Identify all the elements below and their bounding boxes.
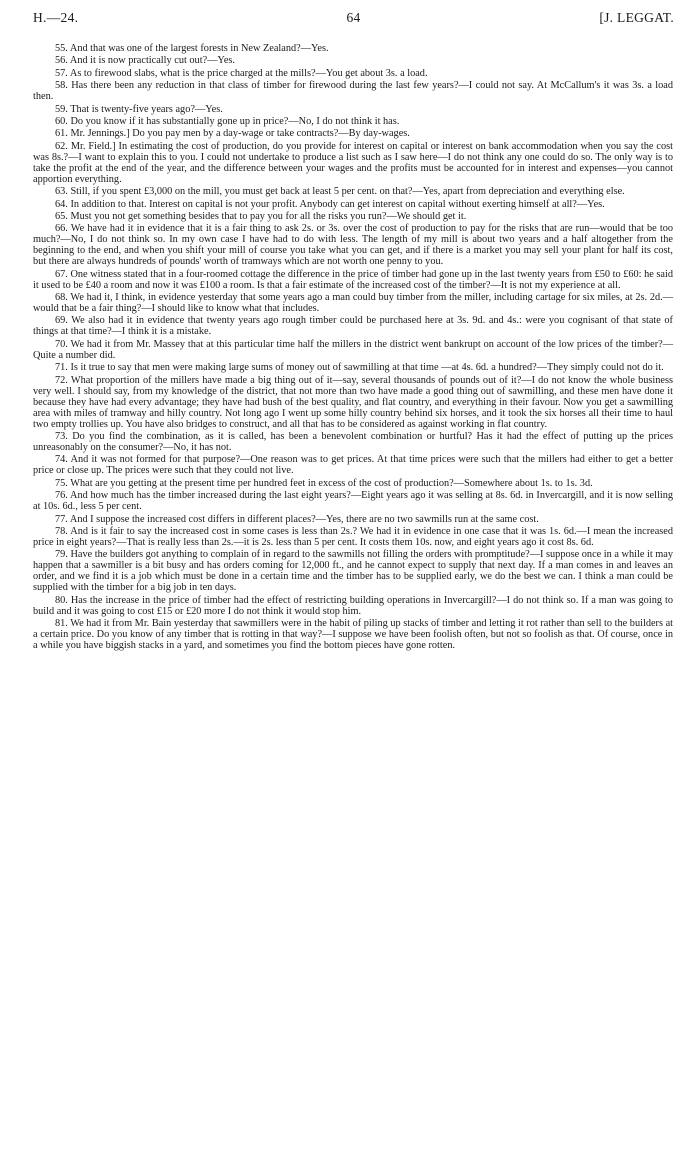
evidence-text [33, 43, 673, 653]
paragraph-77: 77. And I suppose the increased cost differs in different places?—Yes, there are no two sawmills run at the same cost. [55, 513, 539, 525]
paragraph-57: 57. As to firewood slabs, what is the price charged at the mills?—You get about 3s. a load. [55, 67, 428, 79]
paragraph-80: 80. Has the increase in the price of timber had the effect of restricting building operations in Invercargill?—I do not think so. If a man was going to build and it was going to cost £15 or £20 more I do not think it would stop him. [33, 594, 673, 617]
paragraph-71: 71. Is it true to say that men were making large sums of money out of sawmilling at that time —at 4s. 6d. a hundred?—They simply could not do it. [55, 362, 664, 374]
page-header [33, 10, 674, 32]
paragraph-70: 70. We had it from Mr. Massey that at this particular time half the millers in the district went bankrupt on account of the low prices of the timber?—Quite a number did. [33, 338, 673, 361]
paragraph-62: 62. Mr. Field.] In estimating the cost of production, do you provide for interest on capital or interest on bank accommodation when you say the cost was 8s.?—I want to explain this to you. I could not undertake to produce a list such as I saw here—I do not think any one could do so. The only way is to take the profit at the end of the year, and the difference between your wages and the profits must be accounted for in interest and expenses—you cannot apportion everything. [33, 140, 673, 185]
paragraph-75: 75. What are you getting at the present time per hundred feet in excess of the cost of production?—Somewhere about 1s. to 1s. 3d. [55, 477, 593, 489]
paragraph-74: 74. And it was not formed for that purpose?—One reason was to get prices. At that time prices were such that the millers had either to get a better price or close up. The prices were such that they could not live. [33, 454, 673, 477]
paragraph-78: 78. And is it fair to say the increased cost in some cases is less than 2s.? We had it in evidence in one case that it was 1s. 6d.—I mean the increased price in eight years?—That is really less than 2s.—it is 2s. less than 5 per cent. It costs them 10s. now, and eight years ago it cost 8s. 6d. [33, 525, 673, 548]
paragraph-66: 66. We have had it in evidence that it is a fair thing to ask 2s. or 3s. over the cost of production to pay for the risks that are run—would that be too much?—No, I do not think so. In my own case I have had to do with less. The length of my mill is about two years and a half altogether from the beginning to the end, and when you shift your mill of course you take what you can get, and if there is a market you may sell your plant for half its cost, but there are always hundreds of pounds' worth of tramways which are not worth one penny to you. [33, 223, 673, 268]
paragraph-81: 81. We had it from Mr. Bain yesterday that sawmillers were in the habit of piling up stacks of timber and letting it rot rather than sell to the builders at a certain price. Do you know of any timber that is rotting in that way?—I suppose we have been foolish often, but not so foolish as that. Of course, once in a while you have biggish stacks in a yard, and sometimes you find the bottom pieces have gone rotten. [33, 618, 673, 652]
paragraph-79: 79. Have the builders got anything to complain of in regard to the sawmills not filling the orders with promptitude?—I suppose once in a while it may happen that a sawmiller is a bit busy and has orders coming for 12,000 ft., and he cannot expect to supply that next day. If a man comes in and leaves an order, and we find it is a job which must be done in a certain time and the timber has to be supplied early, we do the best we can. I think a man could be supplied with the timber for a big job in ten days. [33, 549, 673, 594]
paragraph-56: 56. And it is now practically cut out?—Yes. [55, 55, 235, 67]
page-number: 64 [346, 10, 361, 25]
paragraph-72: 72. What proportion of the millers have made a big thing out of it—say, several thousands of pounds out of it?—I do not know the whole business very well. I should say, from my knowledge of the district, that not more than two have made a good thing out of sawmilling, and these men have done it because they have had every advantage; they have had bush of the best quality, and flat country, and everything in their favour. Now you get a sawmilling area with miles of tramway and hilly country. Not long ago I went up some hilly country behind six horses, and it took the six horses all their time to haul two empty trollies up. You have also bridges to construct, and all that has to be considered as against working in flat country. [33, 374, 673, 430]
paragraph-64: 64. In addition to that. Interest on capital is not your profit. Anybody can get interest on capital without exerting himself at all?—Yes. [55, 198, 605, 210]
witness-name: [J. LEGGAT. [599, 10, 674, 25]
paragraph-58: 58. Has there been any reduction in that class of timber for firewood during the last few years?—I could not say. At McCallum's it was 3s. a load then. [33, 80, 673, 103]
paragraph-65: 65. Must you not get something besides that to pay you for all the risks you run?—We should get it. [55, 210, 467, 222]
paragraph-73: 73. Do you find the combination, as it is called, has been a benevolent combination or hurtful? Has it had the effect of putting up the prices unreasonably on the consumer?—No, it has not. [33, 431, 673, 454]
paragraph-63: 63. Still, if you spent £3,000 on the mill, you must get back at least 5 per cent. on that?—Yes, apart from depreciation and everything else. [55, 186, 625, 198]
report-reference: H.—24. [33, 10, 79, 25]
paragraph-60: 60. Do you know if it has substantially gone up in price?—No, I do not think it has. [55, 115, 400, 127]
paragraph-68: 68. We had it, I think, in evidence yesterday that some years ago a man could buy timber from the miller, including cartage for six miles, at 2s. 2d.—would that be a fair thing?—I should like to know what that includes. [33, 292, 673, 315]
paragraph-61: 61. Mr. Jennings.] Do you pay men by a day-wage or take contracts?—By day-wages. [55, 128, 410, 140]
paragraph-55: 55. And that was one of the largest forests in New Zealand?—Yes. [55, 43, 329, 54]
paragraph-67: 67. One witness stated that in a four-roomed cottage the difference in the price of timber had gone up in the last twenty years from £50 to £60: he said it used to be £40 a room and now it was £100 a room. Is that a fair estimate of the increased cost of the timber?—It is not my experience at all. [33, 268, 673, 291]
paragraph-76: 76. And how much has the timber increased during the last eight years?—Eight years ago it was selling at 8s. 6d. in Invercargill, and it is now selling at 10s. 6d., less 5 per cent. [33, 490, 673, 513]
paragraph-69: 69. We also had it in evidence that twenty years ago rough timber could be purchased here at 3s. 9d. and 4s.: were you cognisant of that state of things at that time?—I think it is a mistake. [33, 315, 673, 338]
paragraph-59: 59. That is twenty-five years ago?—Yes. [55, 103, 223, 115]
